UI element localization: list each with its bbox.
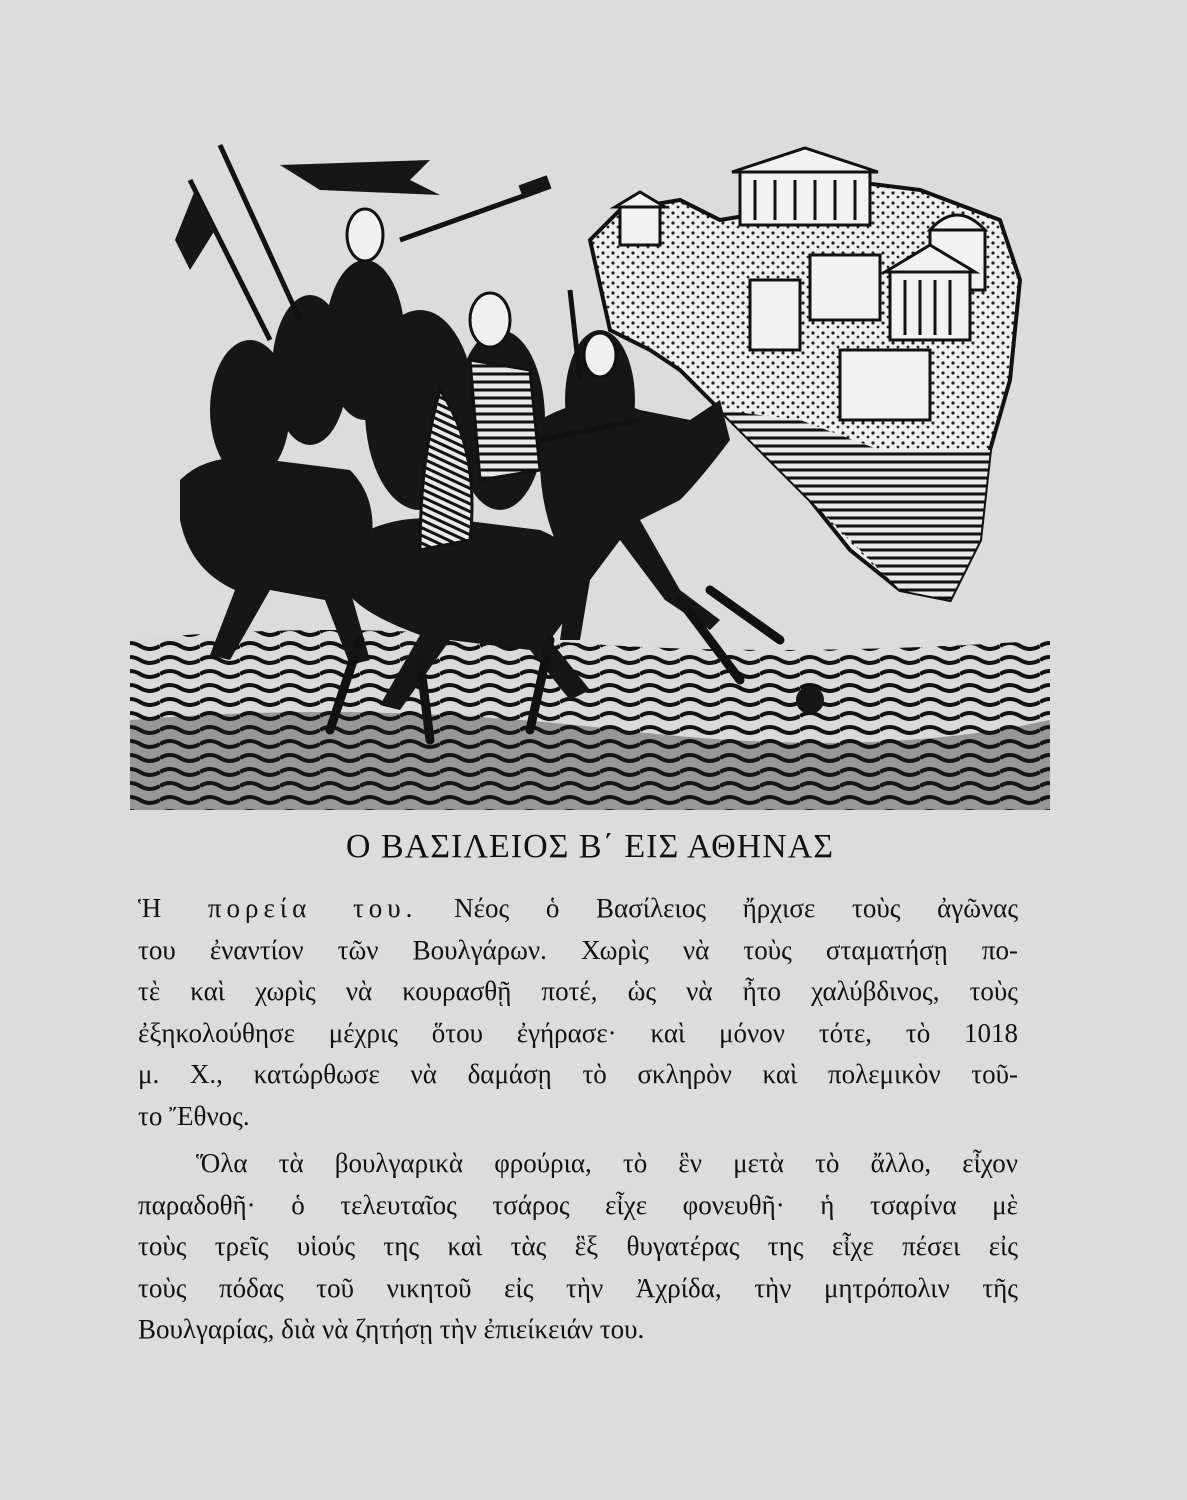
text-segment: Νέος ὁ Βασίλειος ἤρχισε τοὺς ἀγῶνας	[454, 893, 1019, 923]
text-line: τοὺς πόδας τοῦ νικητοῦ εἰς τὴν Ἀχρίδα, τὴν μητρόπολιν τῆς	[138, 1272, 1018, 1303]
text-line: τοὺς τρεῖς υἱούς της καὶ τὰς ἓξ θυγατέρας της εἶχε πέσει εἰς	[138, 1231, 1018, 1261]
text-line: τὲ καὶ χωρὶς νὰ κουρασθῇ ποτέ, ὡς νὰ ἦτο χαλύβδινος, τοὺς	[138, 976, 1018, 1006]
text-line: παραδοθῆ· ὁ τελευταῖος τσάρος εἶχε φονευθῆ· ἡ τσαρίνα μὲ	[138, 1189, 1018, 1220]
paragraph-1	[138, 888, 1018, 1137]
text-line: Βουλγαρίας, διὰ νὰ ζητήσῃ τὴν ἐπιείκειάν του.	[138, 1314, 645, 1344]
woodcut-illustration	[120, 120, 1050, 810]
lead-phrase: Ἡ πορεία του.	[138, 893, 418, 923]
text-line: ἐξηκολούθησε μέχρις ὅτου ἐγήρασε· καὶ μόνον τότε, τὸ 1018	[138, 1017, 1018, 1048]
text-line: το Ἔθνος.	[138, 1100, 250, 1131]
chapter-title: Ο ΒΑΣΙΛΕΙΟΣ Β΄ ΕΙΣ ΑΘΗΝΑΣ	[345, 828, 835, 865]
text-line: του ἐναντίον τῶν Βουλγάρων. Χωρὶς νὰ τοὺς σταματήσῃ πο-	[138, 934, 1018, 965]
text-line: Ὅλα τὰ βουλγαρικὰ φρούρια, τὸ ἓν μετὰ τὸ ἄλλο, εἶχον	[196, 1148, 1018, 1178]
body-text	[138, 888, 1018, 1351]
text-line: μ. Χ., κατώρθωσε νὰ δαμάσῃ τὸ σκληρὸν καὶ πολεμικὸν τοῦ-	[138, 1059, 1018, 1089]
text-line	[138, 888, 1018, 930]
paragraph-2	[138, 1143, 1018, 1351]
